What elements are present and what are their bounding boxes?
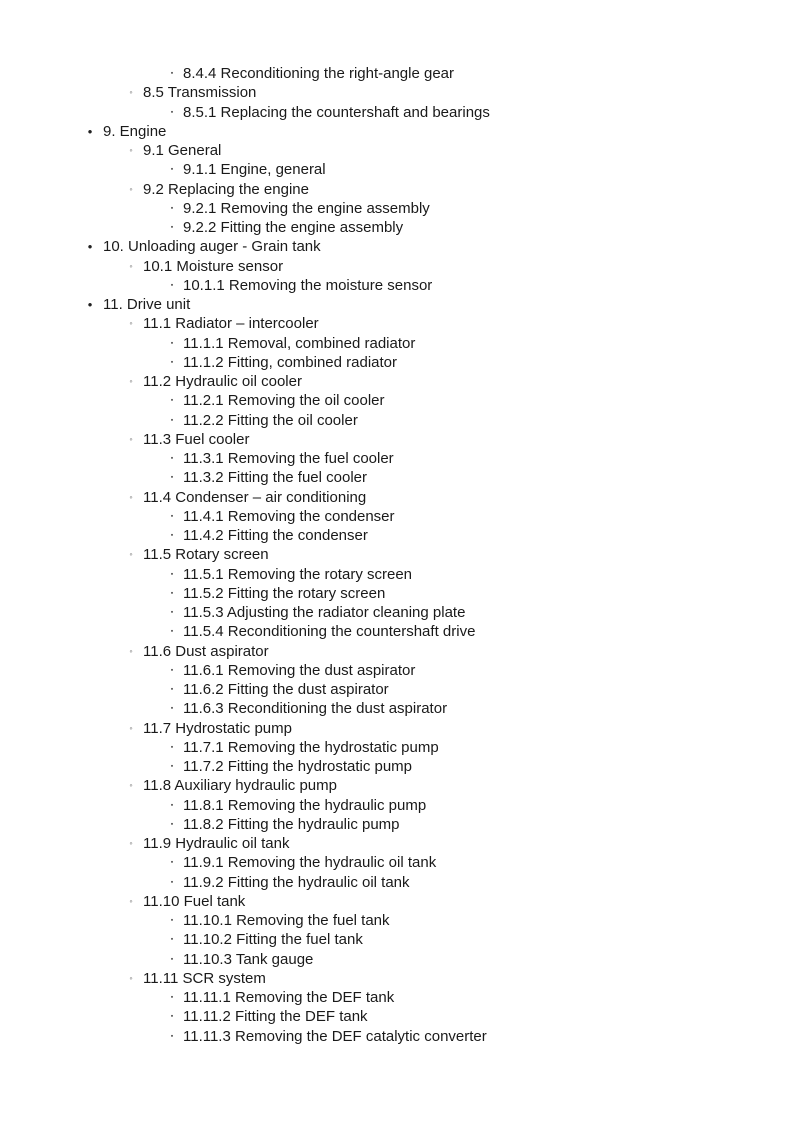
bullet-icon: • [87,239,93,255]
toc-entry-text: 11.11.1 Removing the DEF tank [183,989,395,1006]
toc-entry-level-3 [0,930,794,949]
bullet-icon: ▪ [170,936,174,944]
toc-entry-text: 11.9.1 Removing the hydraulic oil tank [183,854,437,872]
toc-entry-level-3 [0,468,794,487]
toc-entry-text: 11.3 Fuel cooler [143,430,250,448]
toc-entry-text: 11.10.3 Tank gauge [183,950,314,968]
toc-entry-level-3 [0,757,794,776]
bullet-icon: ◦ [129,645,133,656]
toc-entry-level-2 [0,314,794,333]
bullet-icon: ▪ [170,455,174,462]
toc-entry-text: 9.2.2 Fitting the engine assembly [183,219,404,236]
bullet-icon: ▪ [170,108,174,116]
bullet-icon: ◦ [129,318,133,329]
toc-entry-text: 11.7.2 Fitting the hydrostatic pump [183,758,413,775]
toc-entry-level-2 [0,257,794,276]
toc-entry-level-3 [0,334,794,353]
toc-entry-text: 10.1.1 Removing the moisture sensor [183,276,433,294]
toc-entry-text: 11.6.1 Removing the dust aspirator [183,661,416,679]
toc-entry-text: 11.2.1 Removing the oil cooler [183,392,385,410]
toc-entry-text: 11.8.2 Fitting the hydraulic pump [183,815,400,833]
toc-entry-level-3 [0,584,794,603]
bullet-icon: ◦ [129,183,133,194]
bullet-icon: ◦ [129,87,133,98]
toc-entry-text: 11.10.2 Fitting the fuel tank [183,931,363,949]
toc-entry-text: 11.1.1 Removal, combined radiator [183,334,416,352]
toc-entry-text: 9.1 General [143,142,222,159]
bullet-icon: ◦ [129,376,133,386]
bullet-icon: ▪ [170,743,174,751]
toc-entry-level-3 [0,411,794,430]
toc-entry-text: 9.2.1 Removing the engine assembly [183,199,430,217]
toc-entry-text: 11.2 Hydraulic oil cooler [143,373,302,390]
toc-entry-level-3 [0,276,794,295]
toc-entry-level-2 [0,545,794,564]
toc-entry-level-3 [0,873,794,892]
toc-entry-level-3 [0,661,794,680]
toc-entry-level-2 [0,180,794,199]
bullet-icon: ▪ [170,358,174,366]
toc-entry-level-3 [0,950,794,969]
toc-entry-level-2 [0,372,794,391]
bullet-icon: ▪ [170,878,174,886]
bullet-icon: ◦ [129,780,133,791]
toc-entry-text: 9.1.1 Engine, general [183,161,326,179]
toc-entry-text: 11.6.2 Fitting the dust aspirator [183,681,389,698]
toc-entry-level-3 [0,1027,794,1046]
toc-entry-level-3 [0,699,794,718]
toc-entry-level-3 [0,680,794,699]
toc-entry-level-2 [0,776,794,795]
toc-entry-text: 10.1 Moisture sensor [143,257,284,275]
toc-entry-level-3 [0,1007,794,1026]
toc-entry-text: 11.4 Condenser – air conditioning [143,488,367,506]
bullet-icon: ◦ [129,491,133,502]
bullet-icon: ▪ [170,204,174,212]
toc-entry-text: 11.8 Auxiliary hydraulic pump [143,777,337,795]
bullet-icon: ▪ [170,589,174,597]
toc-entry-level-2 [0,488,794,507]
toc-entry-level-1 [0,237,794,256]
toc-entry-text: 8.5.1 Replacing the countershaft and bearings [183,103,490,121]
toc-entry-text: 11.11.3 Removing the DEF catalytic converter [183,1027,487,1045]
toc-entry-level-1 [0,295,794,314]
bullet-icon: ▪ [170,820,174,828]
toc-entry-text: 11.9 Hydraulic oil tank [143,835,290,852]
bullet-icon: • [87,123,93,139]
toc-entry-level-2 [0,141,794,160]
toc-entry-text: 11.7.1 Removing the hydrostatic pump [183,738,439,756]
toc-entry-text: 10. Unloading auger - Grain tank [103,238,321,256]
toc-entry-text: 11.5.4 Reconditioning the countershaft drive [183,623,476,641]
toc-entry-level-3 [0,64,794,83]
toc-entry-text: 11.4.2 Fitting the condenser [183,527,368,544]
toc-entry-text: 11.3.2 Fitting the fuel cooler [183,469,367,487]
bullet-icon: ▪ [170,686,174,693]
toc-entry-text: 11. Drive unit [103,296,191,313]
toc-entry-text: 11.10 Fuel tank [143,892,246,910]
toc-entry-text: 11.4.1 Removing the condenser [183,507,395,525]
toc-entry-text: 8.4.4 Reconditioning the right-angle gear [183,65,455,82]
bullet-icon: ▪ [170,1032,174,1040]
bullet-icon: ▪ [170,1013,174,1021]
toc-entry-text: 11.5.1 Removing the rotary screen [183,565,413,583]
toc-entry-text: 11.1 Radiator – intercooler [143,315,319,333]
bullet-icon: ▪ [170,570,174,578]
toc-entry-level-3 [0,160,794,179]
toc-entry-text: 11.3.1 Removing the fuel cooler [183,450,394,467]
toc-entry-level-3 [0,815,794,834]
toc-entry-level-3 [0,218,794,237]
bullet-icon: ▪ [170,532,174,539]
bullet-icon: ▪ [170,628,174,636]
bullet-icon: • [87,297,93,312]
bullet-icon: ▪ [170,955,174,963]
toc-entry-level-3 [0,391,794,410]
toc-entry-text: 11.10.1 Removing the fuel tank [183,912,390,929]
bullet-icon: ▪ [170,801,174,809]
toc-entry-level-2 [0,430,794,449]
bullet-icon: ◦ [129,433,133,444]
bullet-icon: ▪ [170,339,174,347]
bullet-icon: ▪ [170,994,174,1001]
toc-entry-level-3 [0,603,794,622]
table-of-contents [0,64,794,1046]
toc-entry-text: 11.11 SCR system [143,969,266,987]
toc-entry-text: 11.7 Hydrostatic pump [143,719,292,737]
toc-entry-text: 11.6 Dust aspirator [143,642,269,660]
toc-entry-level-2 [0,834,794,853]
bullet-icon: ▪ [170,474,174,482]
bullet-icon: ◦ [129,972,133,983]
toc-entry-level-2 [0,892,794,911]
toc-entry-text: 11.1.2 Fitting, combined radiator [183,353,398,371]
toc-entry-level-3 [0,507,794,526]
bullet-icon: ▪ [170,705,174,713]
bullet-icon: ◦ [129,549,133,560]
toc-entry-level-3 [0,449,794,468]
bullet-icon: ▪ [170,416,174,424]
toc-entry-level-3 [0,988,794,1007]
bullet-icon: ▪ [170,666,174,674]
bullet-icon: ◦ [129,838,133,848]
toc-entry-text: 11.11.2 Fitting the DEF tank [183,1008,368,1026]
toc-entry-level-3 [0,622,794,641]
toc-entry-level-3 [0,853,794,872]
toc-entry-level-3 [0,103,794,122]
toc-entry-text: 11.2.2 Fitting the oil cooler [183,411,358,429]
toc-entry-level-2 [0,969,794,988]
toc-entry-level-3 [0,738,794,757]
bullet-icon: ◦ [129,895,133,906]
toc-entry-text: 8.5 Transmission [143,84,257,102]
toc-entry-text: 11.5 Rotary screen [143,546,269,564]
bullet-icon: ◦ [129,145,133,155]
bullet-icon: ▪ [170,224,174,231]
bullet-icon: ▪ [170,763,174,770]
bullet-icon: ▪ [170,70,174,77]
bullet-icon: ▪ [170,859,174,867]
toc-entry-level-3 [0,565,794,584]
toc-entry-text: 9.2 Replacing the engine [143,180,309,198]
bullet-icon: ◦ [129,260,133,271]
toc-entry-level-2 [0,83,794,102]
bullet-icon: ▪ [170,512,174,520]
toc-entry-level-3 [0,199,794,218]
toc-entry-text: 11.5.3 Adjusting the radiator cleaning plate [183,604,466,621]
toc-entry-text: 11.8.1 Removing the hydraulic pump [183,796,427,814]
bullet-icon: ▪ [170,397,174,405]
toc-entry-level-1 [0,122,794,141]
bullet-icon: ▪ [170,609,174,616]
toc-entry-text: 11.6.3 Reconditioning the dust aspirator [183,700,448,718]
toc-entry-level-2 [0,642,794,661]
bullet-icon: ▪ [170,281,174,289]
bullet-icon: ◦ [129,722,133,733]
bullet-icon: ▪ [170,917,174,924]
toc-entry-text: 11.5.2 Fitting the rotary screen [183,584,386,602]
toc-entry-level-3 [0,526,794,545]
toc-entry-text: 9. Engine [103,122,167,140]
toc-entry-level-3 [0,911,794,930]
bullet-icon: ▪ [170,166,174,174]
toc-entry-level-3 [0,796,794,815]
toc-entry-level-2 [0,719,794,738]
toc-entry-level-3 [0,353,794,372]
toc-entry-text: 11.9.2 Fitting the hydraulic oil tank [183,873,410,891]
